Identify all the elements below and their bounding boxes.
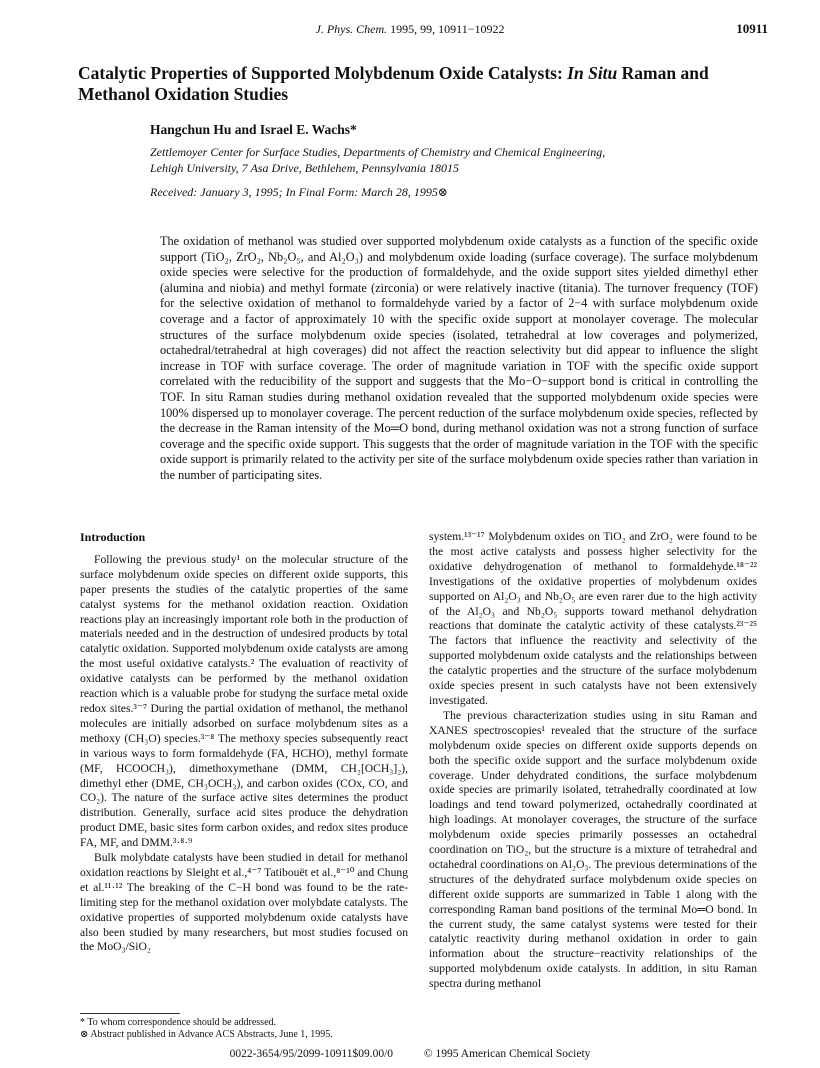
intro-paragraph-2: Bulk molybdate catalysts have been studied in detail for methanol oxidation reactions by Sleight et al.,⁴⁻⁷ Tatibouët et al.,⁸⁻¹⁰ and Chung et al.¹¹·¹² The breaking of the C−H bond was found to be the rate-limiting step for the methanol oxidation over molybdate catalysts. The oxidative properties of supported molybdenum oxide catalysts have also been studied by many researchers, but most studies focused on the MoO₃/SiO₂ <box>80 851 408 954</box>
article-code: 0022-3654/95/2099-10911$09.00/0 <box>229 1048 394 1060</box>
affiliation <box>150 145 710 176</box>
intro-paragraph-1: Following the previous study¹ on the molecular structure of the surface molybdenum oxide species on different oxide supports, this paper presents the studies of the catalytic properties of the same catalyst systems for the methanol oxidation reaction. Oxidation reactions play an increasingly important role both in the production of materials needed and in the destruction of undesired products by total catalytic oxidation. Supported molybdenum oxide catalysts are among the most useful oxidative catalysts.² The evaluation of reactivity of oxidative catalysts can be performed by the methanol oxidation reaction which is a valuable probe for studyng the surface metal oxide redox sites.³⁻⁷ During the partial oxidation of methanol, the methanol molecules are initially adsorbed on surface molybdenum sites as a methoxy (CH₃O) species.³⁻⁸ The methoxy species subsequently react in various ways to form formaldehyde (FA, HCHO), methyl formate (MF, HCOOCH₃), dimethoxymethane (DMM, CH₂[OCH₃]₂), dimethyl ether (DME, CH₃OCH₃), and carbon oxides (COx, CO, and CO₂). The nature of the surface active sites determines the product distribution. Generally, surface acid sites produce the dehydration product DME, basic sites form carbon oxides, and redox sites produce FA, MF, and DMM.³·⁸·⁹ <box>80 552 408 850</box>
abstract: The oxidation of methanol was studied over supported molybdenum oxide catalysts as a function of the specific oxide support (TiO₂, ZrO₂, Nb₂O₅, and Al₂O₃) and molybdenum oxide loading (surface coverage). The surface molybdenum oxide species were selective for the production of formaldehyde, and the oxide support sites yielded dimethyl ether (alumina and niobia) and methyl formate (zirconia) or were relatively inactive (titania). The turnover frequency (TOF) for the selective oxidation of methanol to formaldehyde varied by a factor of 2−4 with surface molybdenum oxide coverage and a factor of approximately 10 with the specific oxide support at monolayer coverage. The molecular structures of the surface molybdenum oxide species (isolated, tetrahedral at low coverages and polymerized, octahedral/tetrahedral at high coverages) did not affect the reaction selectivity but did appear to influence the slight increase in TOF with surface coverage. The order of magnitude variation in TOF with the specific oxide support correlated with the reducibility of the support and suggests that the Mo−O−support bond is critical in controlling the TOF. In situ Raman studies during methanol oxidation revealed that the supported molybdenum oxide species were 100% dispersed up to monolayer coverage. The percent reduction of the surface molybdenum oxide species, reflected by the decrease in the Raman intensity of the Mo═O bond, during methanol oxidation was not a strong function of surface coverage and the specific oxide support. This suggests that the order of magnitude variation in the TOF with the specific oxide support is primarily related to the activity per site of the surface molybdenum oxide species rather than variation in the number of participating sites. <box>160 234 758 482</box>
page-number: 10911 <box>736 21 768 36</box>
journal-name: J. Phys. Chem. <box>315 22 388 36</box>
intro-paragraph-4: The previous characterization studies using in situ Raman and XANES spectroscopies¹ revealed that the structure of the surface molybdenum oxide species on different oxide supports depends on both the specific oxide support and the surface molybdenum oxide coverage. Under dehydrated conditions, the surface molybdenum oxide species are primarily isolated, tetrahedrally coordinated at low loadings and tend toward polymerized, octahedrally coordinated at high loadings. At monolayer coverages, the structure of the surface molybdenum oxide species primarily possesses an octahedral coordination on TiO₂, but the structure is a mixture of tetrahedral and octahedral coordinations on Al₂O₃. The previous determinations of the structures of the dehydrated surface molybdenum oxide species on different oxide supports are summarized in Table 1 along with the corresponding Raman band positions of the terminal Mo═O bond. In the current study, the same catalyst systems were tested for their catalytic reactivity during methanol oxidation in order to gain information about the structure−reactivity relationships of the supported molybdenum oxide catalysts. In addition, in situ Raman spectra during methanol <box>429 708 757 991</box>
right-column <box>429 530 757 992</box>
authors: Hangchun Hu and Israel E. Wachs* <box>150 122 357 137</box>
running-header <box>0 22 820 37</box>
title-part2: Raman and Methanol Oxidation Studies <box>78 63 709 104</box>
received-dates: Received: January 3, 1995; In Final Form: March 28, 1995⊗ <box>150 185 448 199</box>
copyright: © 1995 American Chemical Society <box>423 1048 591 1060</box>
section-heading: Introduction <box>80 530 146 544</box>
footnote-abstract-published: ⊗ Abstract published in Advance ACS Abstracts, June 1, 1995. <box>80 1029 333 1041</box>
left-column <box>80 530 408 955</box>
article-title <box>78 63 758 105</box>
page-footer <box>0 1048 820 1060</box>
intro-paragraph-3: system.¹³⁻¹⁷ Molybdenum oxides on TiO₂ and ZrO₂ were found to be the most active catalysts and possess higher selectivity for the oxidative dehydrogenation of methanol to formaldehyde.¹⁸⁻²² Investigations of the oxidative properties of molybdenum oxides supported on Al₂O₃ and Nb₂O₅ are even rarer due to the high activity of the Al₂O₃ and Nb₂O₅ supports toward methanol dehydration reactions that dominate the catalytic activity of these catalysts.²³⁻²⁵ The factors that influence the reactivity and selectivity of the supported molybdenum oxide catalysts and the relationships between the catalytic properties and the structure of the surface molybdenum oxide species present in such catalysts have not been extensively investigated. <box>429 530 757 707</box>
footnote-divider <box>80 1013 180 1014</box>
footnote-correspondence: * To whom correspondence should be addressed. <box>80 1017 277 1028</box>
affiliation-line1: Zettlemoyer Center for Surface Studies, Departments of Chemistry and Chemical Engineering, <box>150 145 606 159</box>
title-part1: Catalytic Properties of Supported Molybdenum Oxide Catalysts: <box>78 63 568 83</box>
title-italic: In Situ <box>567 63 618 83</box>
affiliation-line2: Lehigh University, 7 Asa Drive, Bethlehem, Pennsylvania 18015 <box>150 160 460 175</box>
citation: 1995, 99, 10911−10922 <box>390 22 505 36</box>
footnotes <box>80 1017 410 1042</box>
